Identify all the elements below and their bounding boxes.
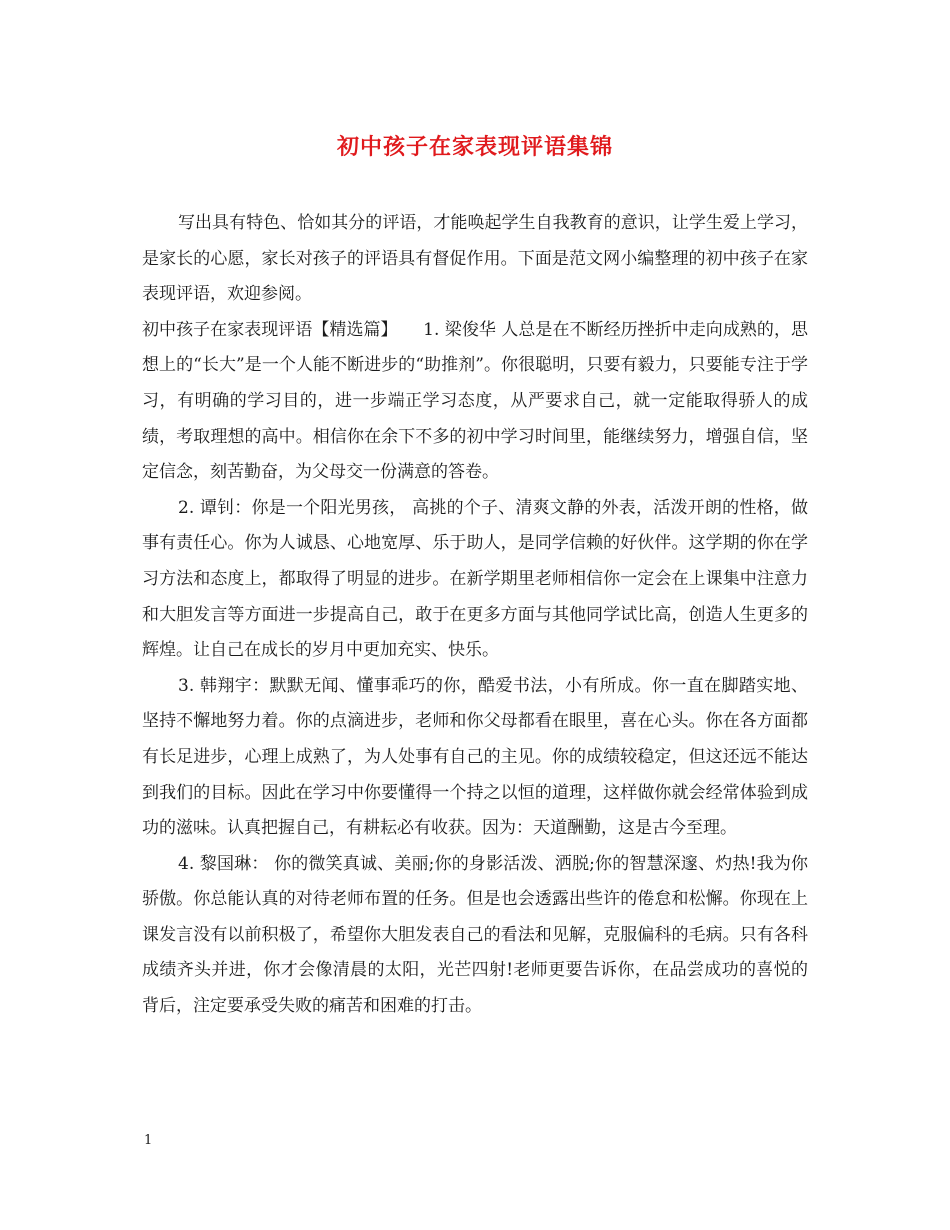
- comment-paragraph-3: 3. 韩翔宇：默默无闻、懂事乖巧的你，酷爱书法，小有所成。你一直在脚踏实地、坚持不懈地努力着。你的点滴进步，老师和你父母都看在眼里，喜在心头。你在各方面都有长足进步，心理上成熟了，为人处事有自己的主见。你的成绩较稳定，但这还远不能达到我们的目标。因此在学习中你要懂得一个持之以恒的道理，这样做你就会经常体验到成功的滋味。认真把握自己，有耕耘必有收获。因为：天道酬勤，这是古今至理。: [142, 675, 808, 839]
- section-heading-paragraph: 初中孩子在家表现评语【精选篇】 1. 梁俊华 人总是在不断经历挫折中走向成熟的，思想上的“长大”是一个人能不断进步的“助推剂”。你很聪明，只要有毅力，只要能专注于学习，有明确的学习目的，进一步端正学习态度，从严要求自己，就一定能取得骄人的成绩，考取理想的高中。相信你在余下不多的初中学习时间里，能继续努力，增强自信，坚定信念，刻苦勤奋，为父母交一份满意的答卷。: [142, 319, 808, 483]
- page-number: 1: [144, 1133, 153, 1148]
- intro-paragraph: 写出具有特色、恰如其分的评语，才能唤起学生自我教育的意识，让学生爱上学习，是家长的心愿，家长对孩子的评语具有督促作用。下面是范文网小编整理的初中孩子在家表现评语，欢迎参阅。: [142, 213, 808, 305]
- comment-paragraph-2: 2. 谭钊：你是一个阳光男孩， 高挑的个子、清爽文静的外表，活泼开朗的性格，做事有责任心。你为人诚恳、心地宽厚、乐于助人，是同学信赖的好伙伴。这学期的你在学习方法和态度上，都取得了明显的进步。在新学期里老师相信你一定会在上课集中注意力和大胆发言等方面进一步提高自己，敢于在更多方面与其他同学试比高，创造人生更多的辉煌。让自己在成长的岁月中更加充实、快乐。: [142, 497, 808, 661]
- document-title: 初中孩子在家表现评语集锦: [336, 134, 613, 160]
- document-body: [142, 206, 808, 1025]
- comment-paragraph-4: 4. 黎国琳： 你的微笑真诚、美丽;你的身影活泼、洒脱;你的智慧深邃、灼热!我为你骄傲。你总能认真的对待老师布置的任务。但是也会透露出些许的倦怠和松懈。你现在上课发言没有以前积极了，希望你大胆发表自己的看法和见解，克服偏科的毛病。只有各科成绩齐头并进，你才会像清晨的太阳，光芒四射!老师更要告诉你，在品尝成功的喜悦的背后，注定要承受失败的痛苦和困难的打击。: [142, 853, 808, 1017]
